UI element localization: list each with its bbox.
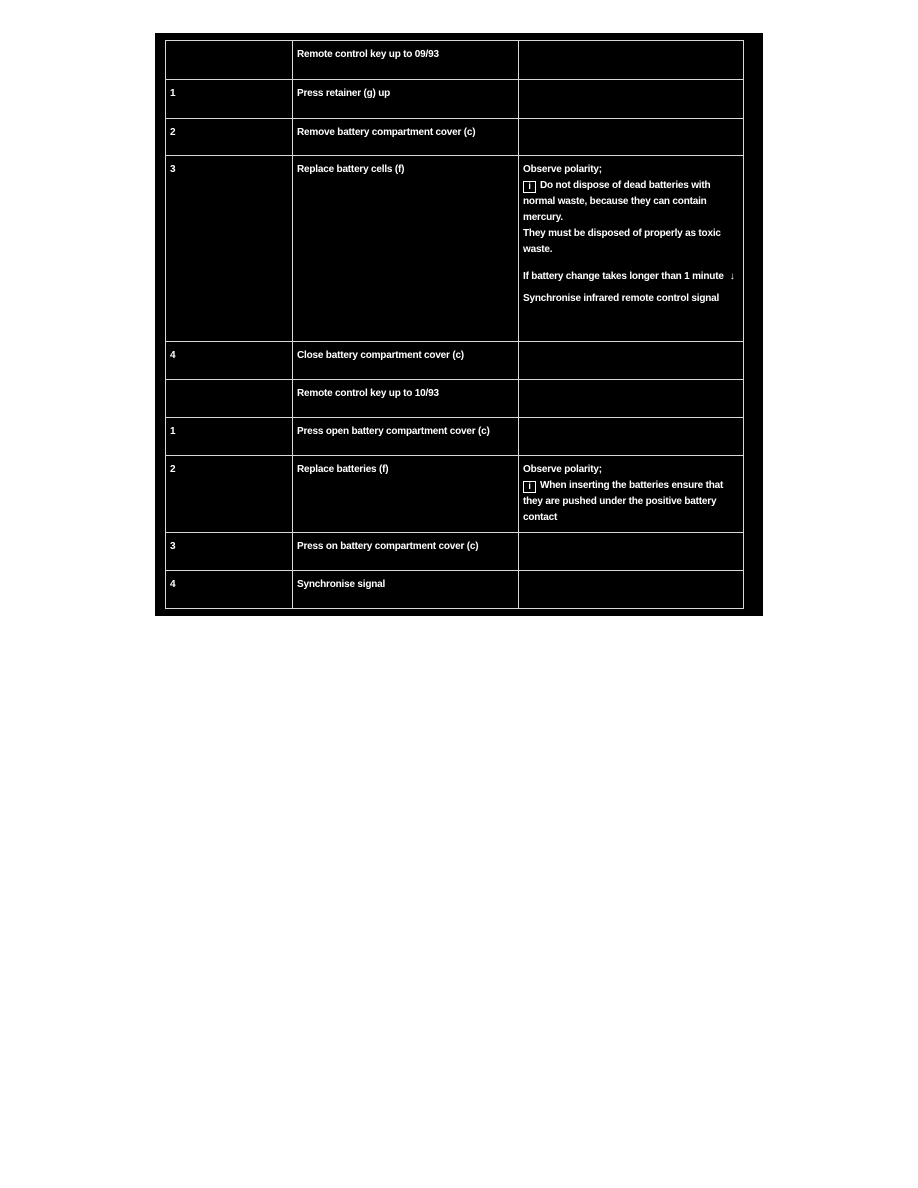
note-cell [519,119,744,156]
disposal-note: They must be disposed of properly as toxic waste. [523,228,721,255]
info-icon: i [523,481,536,493]
action-cell: Synchronise signal [293,571,519,609]
step-cell: 4 [166,571,293,609]
action-cell: Remove battery compartment cover (c) [293,119,519,156]
table-row [166,41,744,80]
step-cell: 3 [166,156,293,342]
action-cell: Press open battery compartment cover (c) [293,418,519,456]
info-note [523,478,739,526]
step-cell: 2 [166,456,293,533]
note-cell [519,41,744,80]
action-cell: Press retainer (g) up [293,80,519,119]
action-cell: Remote control key up to 10/93 [293,380,519,418]
action-cell: Press on battery compartment cover (c) [293,533,519,571]
table-row [166,80,744,119]
info-icon: i [523,181,536,193]
note-cell [519,533,744,571]
note-cell [519,456,744,533]
action-cell: Replace batteries (f) [293,456,519,533]
note-cell [519,571,744,609]
step-cell: 1 [166,80,293,119]
step-cell: 1 [166,418,293,456]
action-cell: Remote control key up to 09/93 [293,41,519,80]
note-cell [519,418,744,456]
step-cell [166,380,293,418]
step-cell [166,41,293,80]
note-cell [519,380,744,418]
instruction-table [165,40,744,609]
table-row [166,418,744,456]
info-note [523,178,739,226]
step-cell: 2 [166,119,293,156]
step-cell: 3 [166,533,293,571]
table-row [166,380,744,418]
table-row [166,156,744,342]
timing-text: If battery change takes longer than 1 minute [523,271,724,282]
table-row [166,456,744,533]
instruction-panel [155,33,763,616]
table-row [166,342,744,380]
polarity-heading: Observe polarity; [523,164,602,175]
down-arrow-icon: ↓ [729,271,735,282]
polarity-heading: Observe polarity; [523,464,602,475]
sync-note: Synchronise infrared remote control signal [523,293,720,304]
table-row [166,571,744,609]
table-row [166,119,744,156]
action-cell: Close battery compartment cover (c) [293,342,519,380]
table-row [166,533,744,571]
info-text: When inserting the batteries ensure that they are pushed under the positive battery contact [523,480,724,523]
note-cell [519,342,744,380]
note-cell [519,156,744,342]
info-text: Do not dispose of dead batteries with normal waste, because they can contain mercury. [523,180,711,223]
note-cell [519,80,744,119]
step-cell: 4 [166,342,293,380]
action-cell: Replace battery cells (f) [293,156,519,342]
timing-note [523,269,739,285]
